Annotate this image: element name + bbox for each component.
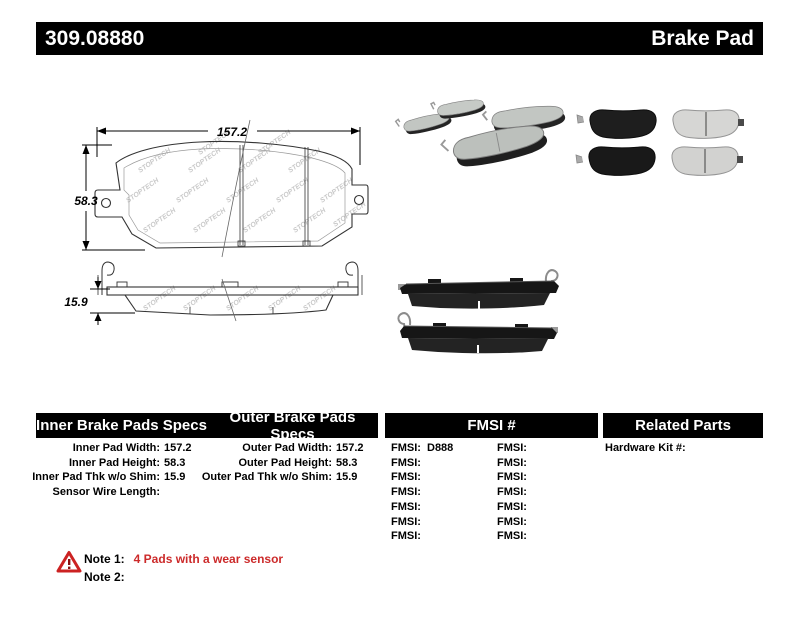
note-1-label: Note 1: [84, 552, 125, 566]
pad-front-view [95, 120, 368, 257]
fmsi-row: FMSI: [497, 442, 527, 454]
note-1 [84, 551, 283, 569]
related-parts-column [605, 441, 690, 456]
spec-row: Inner Pad Width: 157.2 [72, 442, 192, 454]
thickness-dimension-label: 15.9 [64, 295, 88, 309]
title-bar [36, 22, 763, 55]
spec-row: Outer Pad Height: 58.3 [238, 456, 358, 469]
photo-pads-flat [576, 110, 744, 176]
fmsi-row: FMSI: [391, 486, 421, 499]
photo-pads-perspective [395, 95, 566, 172]
photo-pads-side-view [398, 270, 559, 353]
spec-row: Outer Pad Thk w/o Shim: 15.9 [201, 471, 358, 484]
fmsi-row: FMSI: [497, 530, 527, 543]
notes-section [84, 551, 283, 586]
inner-specs-header: Inner Brake Pads Specs [36, 417, 207, 434]
pad-side-view [98, 262, 362, 321]
fmsi-row: FMSI: [391, 500, 421, 513]
technical-drawing: STOPTECH 157.2 58.3 15.9 [50, 115, 380, 330]
pads-specs-header-bar [36, 408, 378, 443]
related-parts-header-bar [603, 413, 763, 438]
fmsi-row: FMSI: [391, 530, 421, 543]
fmsi-row: FMSI: [391, 471, 421, 484]
width-dimension [97, 125, 360, 165]
fmsi-header-bar [385, 413, 598, 438]
product-photos [390, 95, 790, 360]
spec-row: Inner Pad Height: 58.3 [68, 456, 186, 469]
fmsi-right-column [497, 441, 533, 544]
outer-specs-column [184, 441, 364, 485]
warning-triangle-icon [56, 550, 82, 574]
note-1-value: 4 Pads with a wear sensor [133, 552, 284, 566]
thickness-dimension [64, 277, 135, 325]
fmsi-header: FMSI # [467, 417, 516, 434]
width-dimension-label: 157.2 [216, 125, 248, 139]
watermark-pattern [125, 129, 368, 313]
fmsi-row: FMSI: [497, 515, 527, 528]
fmsi-row: FMSI: [497, 471, 527, 484]
fmsi-row: FMSI: [497, 456, 527, 469]
fmsi-left-column [391, 441, 453, 544]
fmsi-row: FMSI: [391, 456, 421, 469]
height-dimension-label: 58.3 [74, 194, 98, 208]
inner-specs-column [32, 441, 192, 500]
spec-row: Sensor Wire Length: [52, 486, 160, 499]
outer-specs-header: Outer Brake Pads Specs [229, 408, 356, 443]
page-title: Brake Pad [651, 26, 754, 50]
fmsi-row: FMSI: [497, 500, 527, 513]
part-number: 309.08880 [45, 26, 145, 50]
fmsi-row: FMSI: [391, 515, 421, 528]
related-row: Hardware Kit #: [605, 442, 686, 454]
fmsi-row: FMSI: D888 [391, 442, 454, 454]
note-2 [84, 569, 283, 587]
fmsi-row: FMSI: [497, 486, 527, 499]
spec-row: Inner Pad Thk w/o Shim: 15.9 [32, 471, 186, 484]
note-2-label: Note 2: [84, 569, 125, 584]
related-parts-header: Related Parts [635, 417, 731, 434]
spec-row: Outer Pad Width: 157.2 [242, 442, 364, 454]
